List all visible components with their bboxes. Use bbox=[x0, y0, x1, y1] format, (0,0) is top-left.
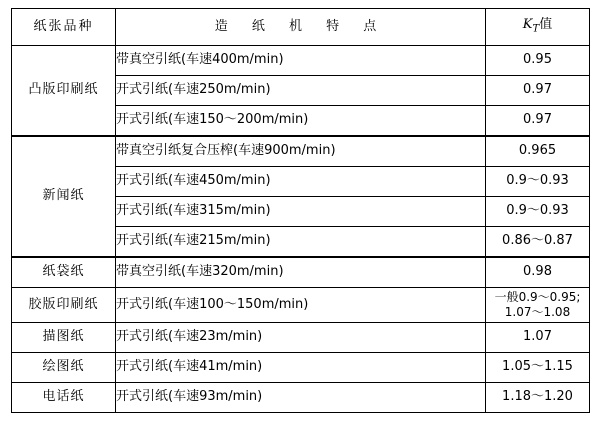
cell-paper-kind: 纸袋纸 bbox=[12, 257, 116, 288]
table-row bbox=[12, 353, 590, 383]
cell-machine-feature: 开式引纸(车速93m/min) bbox=[116, 383, 486, 413]
column-header-paper-kind: 纸张品种 bbox=[12, 9, 116, 46]
cell-kt-value: 0.95 bbox=[486, 46, 590, 76]
table-row bbox=[12, 136, 590, 167]
cell-kt-value: 1.07 bbox=[486, 323, 590, 353]
cell-paper-kind: 绘图纸 bbox=[12, 353, 116, 383]
column-header-machine-feature: 造 纸 机 特 点 bbox=[116, 9, 486, 46]
table-row bbox=[12, 46, 590, 76]
cell-kt-value bbox=[486, 288, 590, 323]
cell-paper-kind: 凸版印刷纸 bbox=[12, 46, 116, 137]
kt-symbol: K bbox=[522, 17, 533, 33]
cell-machine-feature: 开式引纸(车速100～150m/min) bbox=[116, 288, 486, 323]
document-page bbox=[0, 8, 600, 430]
cell-kt-value: 0.86～0.87 bbox=[486, 227, 590, 258]
cell-kt-value: 0.97 bbox=[486, 106, 590, 137]
cell-kt-value: 0.9～0.93 bbox=[486, 197, 590, 227]
kt-suffix: 值 bbox=[539, 17, 553, 33]
table-header bbox=[12, 9, 590, 46]
cell-machine-feature: 带真空引纸(车速400m/min) bbox=[116, 46, 486, 76]
kt-subscript: T bbox=[532, 24, 540, 36]
cell-kt-value: 0.98 bbox=[486, 257, 590, 288]
cell-kt-value: 0.965 bbox=[486, 136, 590, 167]
cell-machine-feature: 开式引纸(车速150～200m/min) bbox=[116, 106, 486, 137]
cell-machine-feature: 开式引纸(车速23m/min) bbox=[116, 323, 486, 353]
table-row bbox=[12, 383, 590, 413]
cell-machine-feature: 带真空引纸(车速320m/min) bbox=[116, 257, 486, 288]
kt-value-line-2: 1.07～1.08 bbox=[504, 305, 571, 319]
cell-kt-value: 1.18～1.20 bbox=[486, 383, 590, 413]
cell-paper-kind: 描图纸 bbox=[12, 323, 116, 353]
cell-paper-kind: 电话纸 bbox=[12, 383, 116, 413]
cell-machine-feature: 带真空引纸复合压榨(车速900m/min) bbox=[116, 136, 486, 167]
table-header-row bbox=[12, 9, 590, 46]
paper-properties-table bbox=[11, 8, 590, 413]
cell-kt-value: 0.97 bbox=[486, 76, 590, 106]
cell-kt-value: 0.9～0.93 bbox=[486, 167, 590, 197]
cell-machine-feature: 开式引纸(车速41m/min) bbox=[116, 353, 486, 383]
cell-paper-kind: 新闻纸 bbox=[12, 136, 116, 257]
table-row bbox=[12, 288, 590, 323]
cell-machine-feature: 开式引纸(车速215m/min) bbox=[116, 227, 486, 258]
table-body bbox=[12, 46, 590, 413]
table-row bbox=[12, 257, 590, 288]
column-header-kt-value bbox=[486, 9, 590, 46]
kt-value-line-1: 一般0.9～0.95; bbox=[494, 290, 581, 304]
cell-paper-kind: 胶版印刷纸 bbox=[12, 288, 116, 323]
cell-machine-feature: 开式引纸(车速250m/min) bbox=[116, 76, 486, 106]
cell-machine-feature: 开式引纸(车速315m/min) bbox=[116, 197, 486, 227]
table-row bbox=[12, 323, 590, 353]
cell-machine-feature: 开式引纸(车速450m/min) bbox=[116, 167, 486, 197]
cell-kt-value: 1.05～1.15 bbox=[486, 353, 590, 383]
